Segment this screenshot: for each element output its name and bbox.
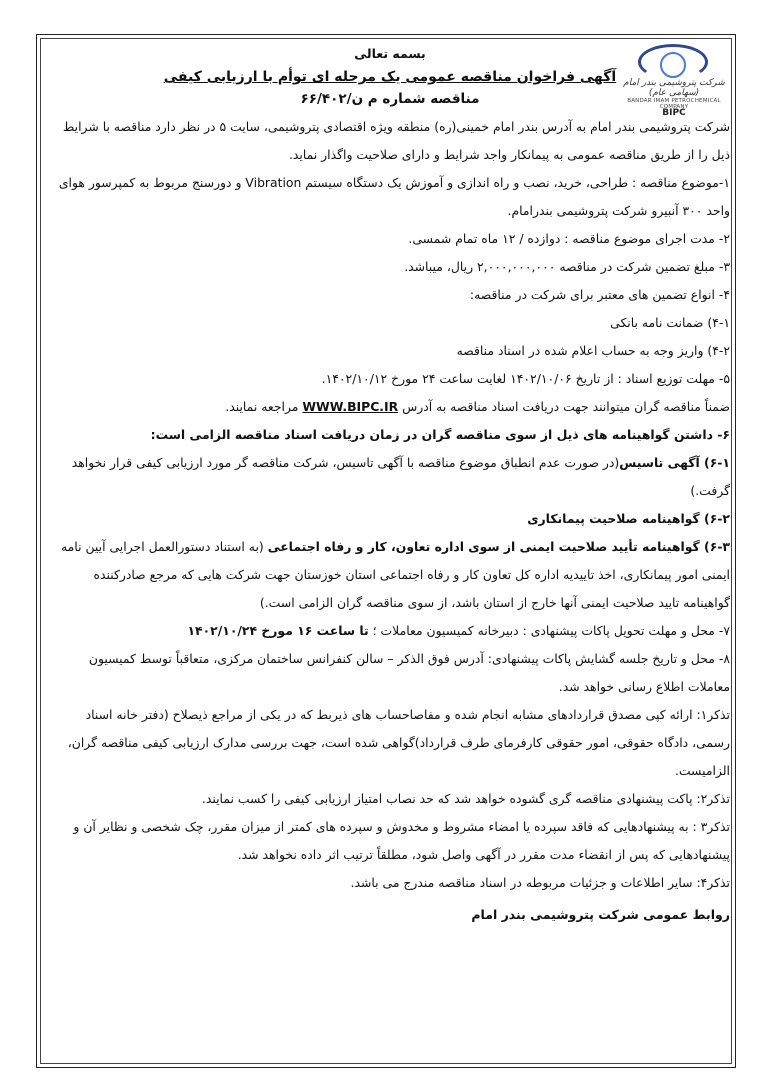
item-subject: ۱-موضوع مناقصه : طراحی، خرید، نصب و راه اندازی و آموزش یک دستگاه سیستم Vibration و دورسنج مربوط به کمپرسور هوای واحد ۳۰۰ آنبیرو شرکت پتروشیمی بندرامام. (58, 175, 730, 218)
website-note (50, 393, 730, 421)
item-safety-cert-label: ۶-۳) گواهینامه تأیید صلاحیت ایمنی از سوی اداره تعاون، کار و رفاه اجتماعی (267, 539, 730, 554)
item-distribution-deadline: ۵- مهلت توزیع اسناد : از تاریخ ۱۴۰۲/۱۰/۰۶ لغایت ساعت ۲۴ مورخ ۱۴۰۲/۱۰/۱۲. (321, 371, 730, 386)
item-contractor-cert: ۶-۲) گواهینامه صلاحیت پیمانکاری (527, 511, 730, 526)
logo-fa-name: شرکت پتروشیمی بندر امام (سهامی عام) (623, 78, 725, 98)
item-bank-guarantee: ۴-۱) ضمانت نامه بانکی (610, 315, 730, 330)
item-safety-cert-text: (به استناد دستورالعمل اجرایی آیین نامه ایمنی امور پیمانکاری، اخذ تاییدیه اداره کل تعاون کار و رفاه اجتماعی استان خوزستان جهت شرکت هایی که مرجع صادرکننده گواهینامه تایید صلاحیت ایمنی آنها خارج از استان باشد، از سوی مناقصه گران الزامی است.) (61, 539, 730, 610)
item-guarantee-types: ۴- انواع تضمین های معتبر برای شرکت در مناقصه: (469, 287, 730, 302)
item-submission (50, 617, 730, 645)
item-submission-text: ۷- محل و مهلت تحویل پاکات پیشنهادی : دبیرخانه کمیسیون معاملات ؛ (372, 623, 730, 638)
item-deposit: ۴-۲) واریز وجه به حساب اعلام شده در اسناد مناقصه (456, 343, 730, 358)
note-1: تذکر۱: ارائه کپی مصدق قراردادهای مشابه انجام شده و مفاصاحساب های ذیربط که در یکی از مراجع ذیصلاح (دفتر خانه اسناد رسمی، دادگاه حقوقی، امور حقوقی کارفرمای طرف قرارداد)گواهی شده است، جهت بررسی مدارک ارزیابی کیفی مناقصه گران، الزامیست. (67, 707, 730, 778)
logo-en-name: BANDAR IMAM PETROCHEMICAL COMPANY (627, 98, 721, 110)
item-guarantee-amount: ۳- مبلغ تضمین شرکت در مناقصه ۲,۰۰۰,۰۰۰,۰۰۰ ریال، میباشد. (404, 259, 730, 274)
announcement-title: آگهی فراخوان مناقصه عمومی یک مرحله ای توأم با ارزیابی کیفی (163, 69, 617, 85)
item-opening-session: ۸- محل و تاریخ جلسه گشایش پاکات پیشنهادی: آدرس فوق الذکر – سالن کنفرانس ساختمان مرکزی، متعاقباً توسط کمیسیون معاملات اطلاع رسانی خواهد شد. (88, 651, 730, 694)
item-establishment-label: ۶-۱) آگهی تاسیس (619, 455, 730, 470)
note-4: تذکر۴: سایر اطلاعات و جزئیات مربوطه در اسناد مناقصه مندرج می باشد. (350, 875, 730, 890)
tender-number: مناقصه شماره م ن/۶۶/۴۰۲ (300, 91, 480, 107)
note-2: تذکر۲: پاکت پیشنهادی مناقصه گری گشوده خواهد شد که حد نصاب امتیاز ارزیابی کیفی را کسب نمایند. (201, 791, 730, 806)
bismillah: بسمه تعالی (354, 46, 426, 61)
item-establishment (50, 449, 730, 505)
item-submission-deadline: تا ساعت ۱۶ مورخ ۱۴۰۲/۱۰/۲۴ (187, 623, 369, 638)
signature: روابط عمومی شرکت پتروشیمی بندر امام (471, 907, 730, 922)
item-establishment-text: (در صورت عدم انطباق موضوع مناقصه با آگهی تاسیس، شرکت مناقصه گر مورد ارزیابی کیفی قرار نخواهد گرفت.) (71, 455, 730, 498)
note-3: تذکر۳ : به پیشنهادهایی که فاقد سپرده یا امضاء مشروط و مخدوش و سپرده های کمتر از میزان مقرر، چک شخصی و نظایر آن و پیشنهادهایی که پس از انقضاء مدت مقرر در آگهی واصل شود، مطلقاً ترتیب اثر داده نخواهد شد. (73, 819, 730, 862)
item-certificates: ۶- داشتن گواهینامه های ذیل از سوی مناقصه گران در زمان دریافت اسناد مناقصه الزامی است: (150, 427, 730, 442)
item-duration: ۲- مدت اجرای موضوع مناقصه : دوازده / ۱۲ ماه تمام شمسی. (408, 231, 730, 246)
website-link[interactable]: WWW.BIPC.IR (302, 399, 399, 414)
intro-paragraph: شرکت پتروشیمی بندر امام به آدرس بندر امام خمینی(ره) منطقه ویژه اقتصادی پتروشیمی، سایت ۵ در نظر دارد مناقصه با شرایط ذیل را از طریق مناقصه عمومی به پیمانکار واجد شرایط و دارای صلاحیت واگذار نماید. (62, 119, 730, 162)
logo-abbr: BIPC (662, 108, 686, 118)
item-safety-cert (50, 533, 730, 617)
announcement-document (50, 46, 730, 922)
website-note-suffix: مراجعه نمایند. (225, 399, 299, 414)
website-note-prefix: ضمناً مناقصه گران میتوانند جهت دریافت اسناد مناقصه به آدرس (402, 399, 730, 414)
